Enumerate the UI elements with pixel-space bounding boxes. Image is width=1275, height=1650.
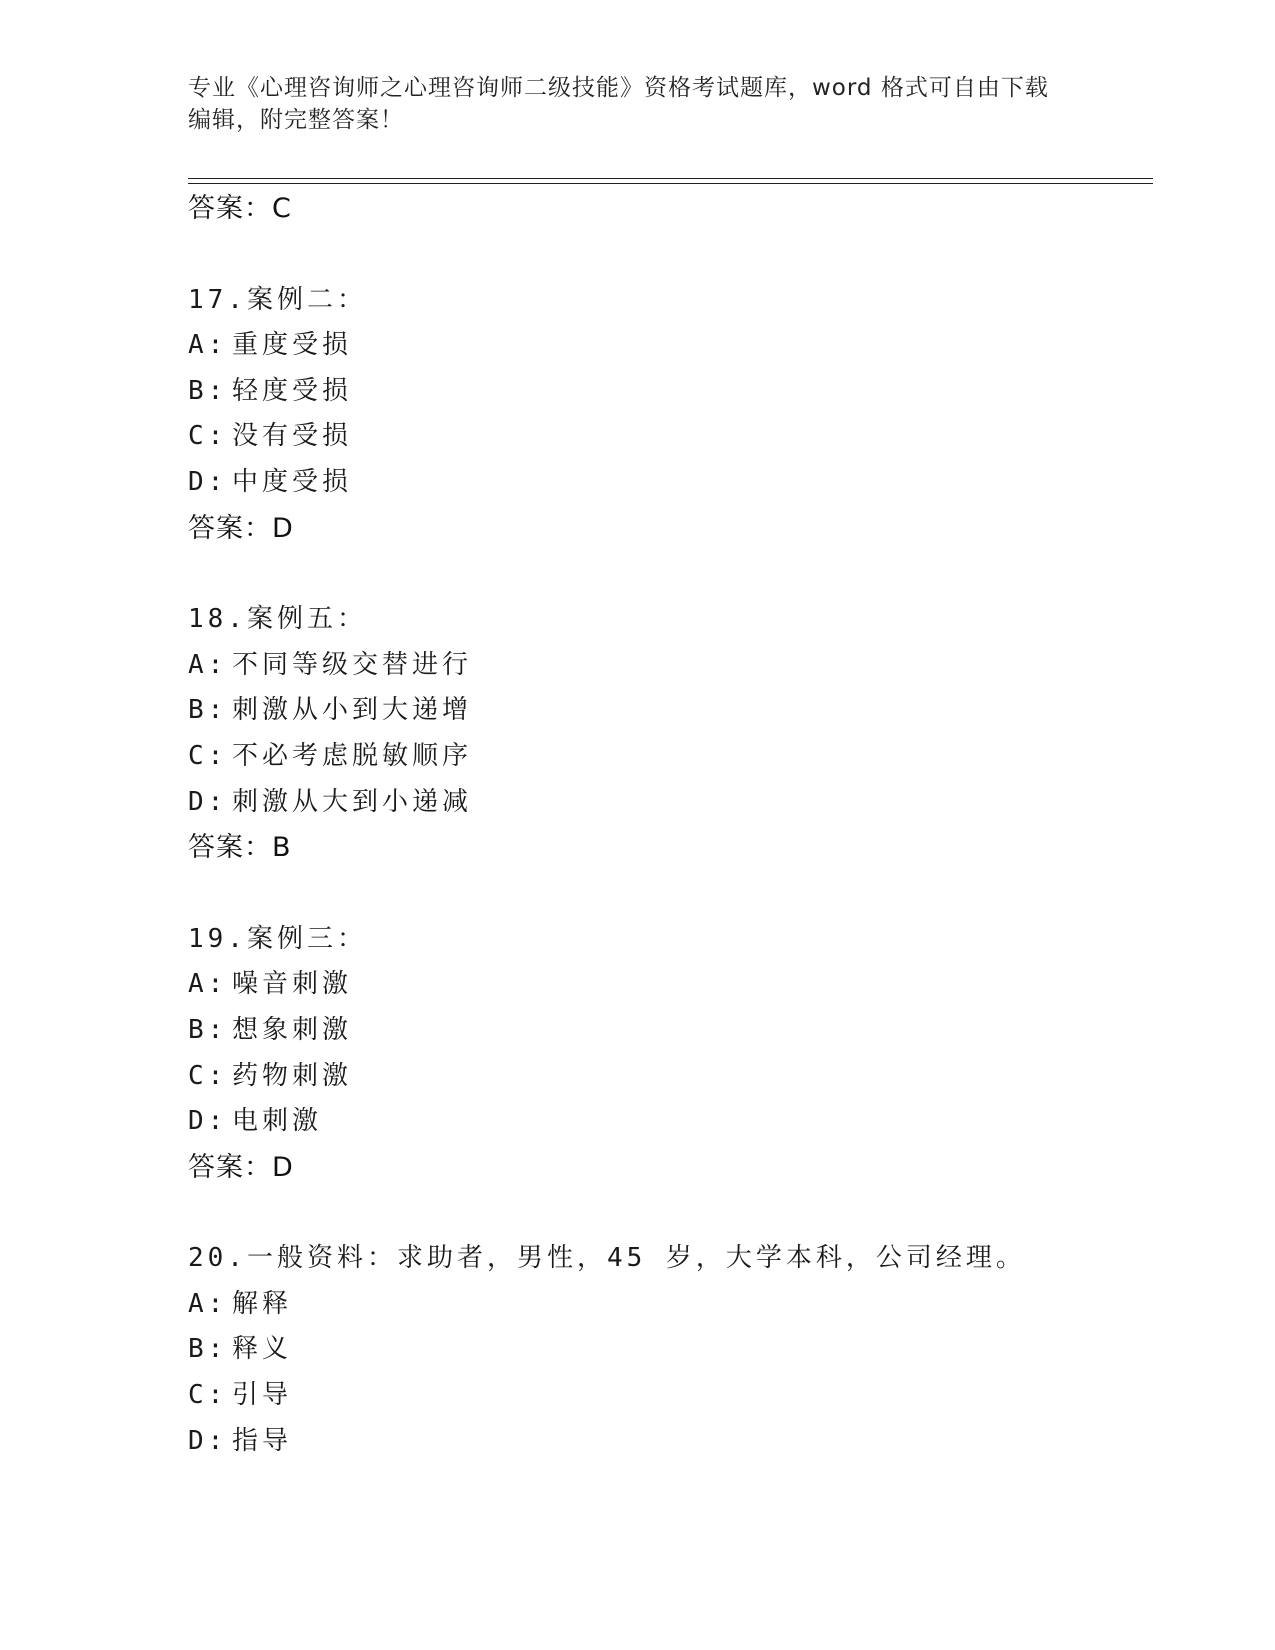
answer-label: 答案： xyxy=(188,193,272,224)
option-key: D: xyxy=(188,1106,228,1137)
option-text: 指导 xyxy=(232,1425,293,1456)
option-item xyxy=(188,369,1148,415)
option-text: 刺激从大到小递减 xyxy=(232,786,473,817)
block-spacer xyxy=(188,551,1148,597)
block-spacer xyxy=(188,1190,1148,1236)
answer-label: 答案： xyxy=(188,832,272,864)
question-list xyxy=(188,186,1148,1464)
answer-label: 答案： xyxy=(188,1151,272,1183)
option-key: D: xyxy=(188,466,228,497)
option-text: 释义 xyxy=(232,1334,293,1365)
option-key: C: xyxy=(188,1060,228,1091)
option-text: 刺激从小到大递增 xyxy=(232,695,473,726)
option-key: A: xyxy=(188,1288,228,1319)
header-divider-bottom xyxy=(188,183,1153,184)
question-title: 19.案例三： xyxy=(188,923,367,954)
option-text: 药物刺激 xyxy=(232,1060,353,1091)
option-item xyxy=(188,1282,1148,1328)
option-item xyxy=(188,780,1148,826)
option-item xyxy=(188,1373,1148,1419)
option-key: B: xyxy=(188,375,228,406)
option-item xyxy=(188,1419,1148,1465)
option-item xyxy=(188,1099,1148,1145)
header-line-1: 专业《心理咨询师之心理咨询师二级技能》资格考试题库，word 格式可自由下载 xyxy=(188,75,1049,101)
option-item xyxy=(188,643,1148,689)
option-item xyxy=(188,1008,1148,1054)
option-item xyxy=(188,734,1148,780)
option-key: A: xyxy=(188,969,228,1000)
option-text: 噪音刺激 xyxy=(232,969,353,1000)
header-divider-top xyxy=(188,178,1153,179)
document-header xyxy=(188,72,1088,136)
answer-line xyxy=(188,186,1148,232)
option-key: A: xyxy=(188,330,228,361)
option-item xyxy=(188,323,1148,369)
option-key: C: xyxy=(188,740,228,771)
option-key: C: xyxy=(188,421,228,452)
option-key: B: xyxy=(188,695,228,726)
option-key: A: xyxy=(188,649,228,680)
answer-value: C xyxy=(272,193,292,224)
option-item xyxy=(188,688,1148,734)
option-text: 解释 xyxy=(232,1288,293,1319)
option-text: 轻度受损 xyxy=(232,375,353,406)
answer-line xyxy=(188,825,1148,871)
option-key: C: xyxy=(188,1380,228,1411)
option-text: 不必考虑脱敏顺序 xyxy=(232,740,473,771)
answer-value: D xyxy=(272,1151,294,1183)
option-text: 重度受损 xyxy=(232,330,353,361)
question-title: 20.一般资料：求助者，男性，45 岁，大学本科，公司经理。 xyxy=(188,1243,1026,1274)
option-key: B: xyxy=(188,1334,228,1365)
block-spacer xyxy=(188,871,1148,917)
answer-line xyxy=(188,506,1148,552)
option-text: 想象刺激 xyxy=(232,1014,353,1045)
answer-value: D xyxy=(272,512,294,544)
option-item xyxy=(188,962,1148,1008)
question-title: 17.案例二： xyxy=(188,284,367,315)
option-item xyxy=(188,414,1148,460)
option-item xyxy=(188,460,1148,506)
header-line-2: 编辑，附完整答案！ xyxy=(188,107,404,133)
option-text: 不同等级交替进行 xyxy=(232,649,473,680)
option-text: 中度受损 xyxy=(232,466,353,497)
option-text: 电刺激 xyxy=(232,1106,323,1137)
option-item xyxy=(188,1327,1148,1373)
option-key: B: xyxy=(188,1014,228,1045)
answer-value: B xyxy=(272,832,292,864)
option-key: D: xyxy=(188,1425,228,1456)
option-text: 没有受损 xyxy=(232,421,353,452)
option-key: D: xyxy=(188,786,228,817)
answer-line xyxy=(188,1145,1148,1191)
block-spacer xyxy=(188,232,1148,278)
option-item xyxy=(188,1054,1148,1100)
option-text: 引导 xyxy=(232,1380,293,1411)
question-title: 18.案例五： xyxy=(188,604,367,635)
answer-label: 答案： xyxy=(188,512,272,544)
